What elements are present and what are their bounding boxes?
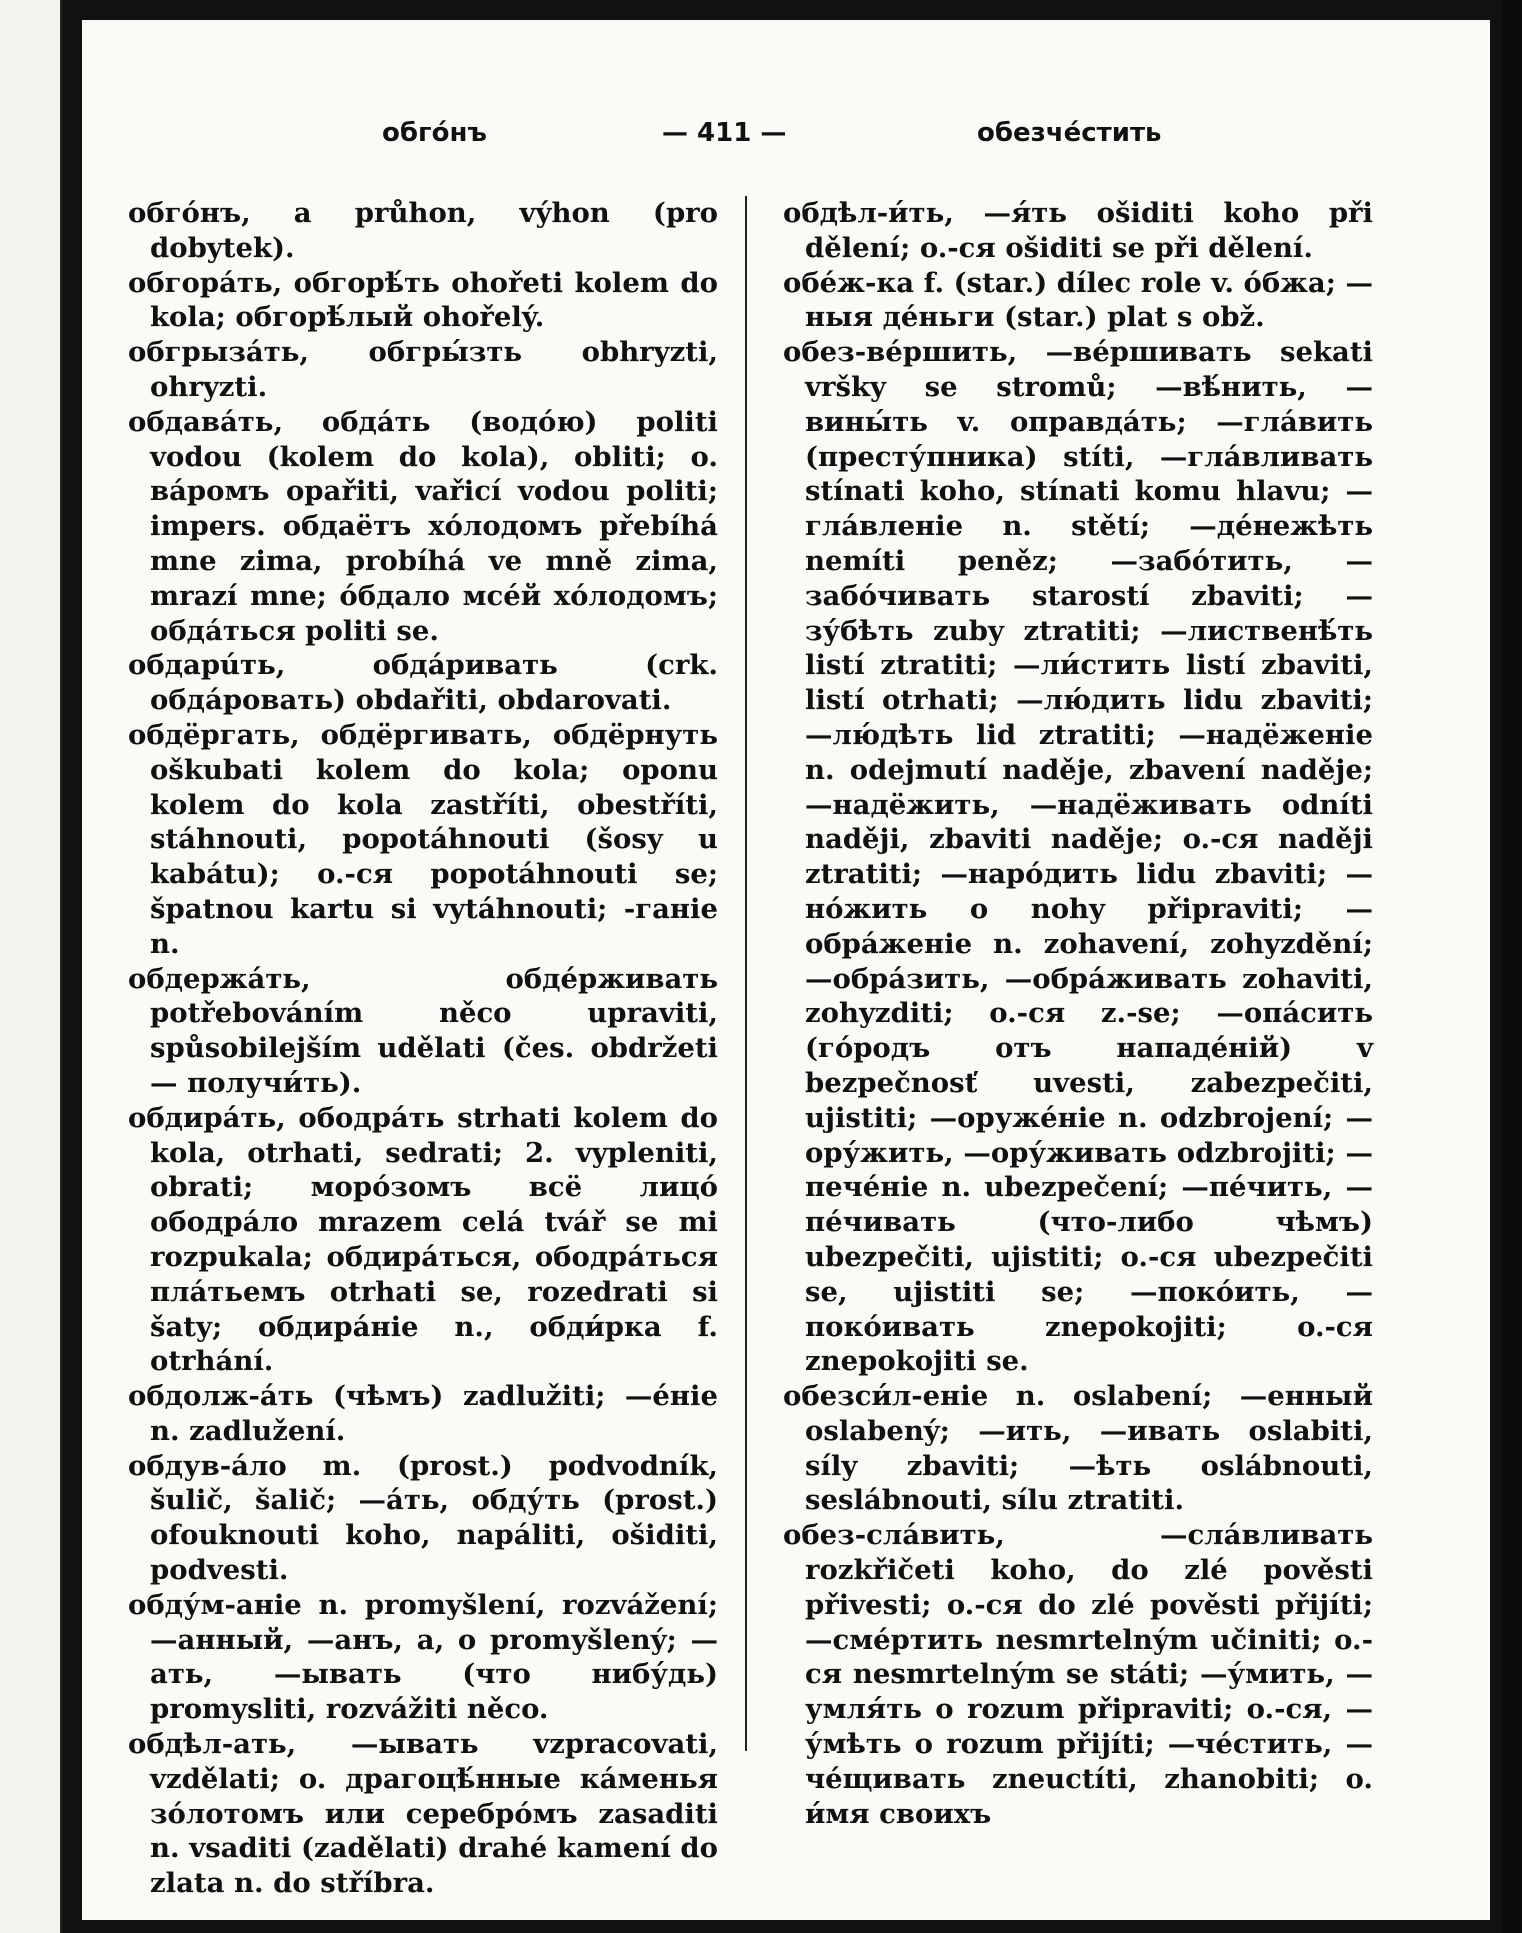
dictionary-entry: обдержáть, обдéрживать potřebováním něco upraviti, spůsobilejším udělati (čes. obdržeti — получи́ть). bbox=[128, 962, 718, 1099]
dictionary-entry: обез-слáвить, —слáвливать rozkřičeti koho, do zlé pověsti přivesti; o.-ся do zlé pověsti přijíti; —смéртить nesmrtelným učiniti; o.-ся nesmrtelným se státi; —у́мить, —умля́ть o rozum připraviti; o.-ся, —у́мѣть o rozum přijíti; —чéстить, —чéщивать zneuctíti, zhanobiti; o. и́мя своихъ bbox=[783, 1519, 1373, 1830]
dictionary-entry: обдёргать, обдёргивать, обдёрнуть oškubati kolem do kola; oponu kolem do kola zastříti, obestříti, stáhnouti, popotáhnouti (šosy u kabátu); o.-ся popotáhnouti se; špatnou kartu si vytáhnouti; -ганie n. bbox=[128, 718, 718, 960]
dictionary-entry: обéж-ка f. (star.) dílec role v. óбжа; —ныя дéньги (star.) plat s obž. bbox=[783, 266, 1373, 334]
dictionary-entry: обду́м-анie n. promyšlení, rozvážení; —анный, —анъ, а, о promyšlený; —ать, —ывать (что нибу́дь) promysliti, rozvážiti něco. bbox=[128, 1588, 718, 1726]
dictionary-entry: обгорáть, обгорѣ́ть ohořeti kolem do kola; обгорѣ́лый ohořelý. bbox=[128, 266, 718, 334]
header-left-guideword: обгóнъ bbox=[382, 118, 487, 148]
running-header bbox=[82, 118, 1490, 158]
dictionary-entry: обдавáть, обдáть (водóю) politi vodou (kolem do kola), obliti; o. вáромъ opařiti, vařicí vodou politi; impers. обдаётъ хóлодомъ přebíhá mne zima, probíhá ve mně zima, mrazí mne; óбдало мсе́й хóлодомъ; обдáться politi se. bbox=[128, 405, 718, 647]
dictionary-entry: обдирáть, ободрáть strhati kolem do kola, otrhati, sedrati; 2. vypleniti, obrati; морóзомъ всё лицó ободрáло mrazem celá tvář se mi rozpukala; обдирáться, ободрáться плáтьемъ otrhati se, rozedrati si šaty; обдирáнie n., обди́рка f. otrhání. bbox=[128, 1101, 718, 1378]
page-shadow bbox=[1502, 0, 1522, 1933]
previous-page-edge bbox=[0, 0, 62, 1933]
dictionary-entry: обдарúть, обдáривать (crk. обдáровать) obdařiti, obdarovati. bbox=[128, 649, 718, 717]
dictionary-entry: обгóнъ, a průhon, výhon (pro dobytek). bbox=[128, 197, 718, 264]
dictionary-entry: обез-вéршить, —вéршивать sekati vršky se stromů; —вѣ́нить, —вины́ть v. оправдáть; —глáвить (престу́пника) stíti, —глáвливать stínati koho, stínati komu hlavu; —глáвленie n. stětí; —дéнежѣть nemíti peněz; —забóтить, —забóчивать starostí zbaviti; —зу́бѣть zuby ztratiti; —лиственѣ́ть listí ztratiti; —ли́стить listí zbaviti, listí otrhati; —лю́дить lidu zbaviti; —лю́дѣть lid ztratiti; —надёженie n. odejmutí naděje, zbavení naděje; —надёжить, —надёживать odníti naději, zbaviti naděje; o.-ся naději ztratiti; —нарóдить lidu zbaviti; —нóжить o nohy připraviti; —обрáженie n. zohavení, zohyzdění; —обрáзить, —обрáживать zohaviti, zohyzditi; o.-ся z.-se; —опáсить (гóродъ отъ нападéнiй) v bezpečnosť uvesti, zabezpečiti, ujistiti; —оружéнie n. odzbrojení; —ору́жить, —ору́живать odzbrojiti; —печéнie n. ubezpečení; —пéчить, —пéчивать (что-либо чѣмъ) ubezpečiti, ujistiti; o.-ся ubezpečiti se, ujistiti se; —покóить, —покóивать znepokojiti; o.-ся znepokojiti se. bbox=[783, 336, 1373, 1378]
dictionary-entry: обдѣл-ать, —ывать vzpracovati, vzdělati; o. драгоцѣ́нные кáменья зóлотомъ или серебрóмъ zasaditi n. vsaditi (zadělati) drahé kamení do zlata n. do stříbra. bbox=[128, 1728, 718, 1900]
dictionary-entry: обдув-áло m. (prost.) podvodník, šulič, šalič; —áть, обду́ть (prost.) ofouknouti koho, napáliti, ošiditi, podvesti. bbox=[128, 1449, 718, 1587]
left-column bbox=[128, 196, 718, 1901]
header-right-guideword: обезчéстить bbox=[977, 118, 1162, 148]
dictionary-entry: обдолж-áть (чѣмъ) zadlužiti; —éнie n. zadlužení. bbox=[128, 1380, 718, 1447]
column-divider bbox=[745, 196, 747, 1751]
dictionary-entry: обезси́л-енie n. oslabení; —енный oslabený; —ить, —ивать oslabiti, síly zbaviti; —ѣть oslábnouti, seslábnouti, sílu ztratiti. bbox=[783, 1380, 1373, 1517]
dictionary-entry: обдѣл-и́ть, —я́ть ošiditi koho při dělení; o.-ся ošiditi se při dělení. bbox=[783, 197, 1373, 264]
dictionary-entry: обгрызáть, обгры́зть obhryzti, ohryzti. bbox=[128, 336, 718, 403]
right-column bbox=[783, 196, 1373, 1831]
page-number: — 411 — bbox=[662, 118, 787, 148]
